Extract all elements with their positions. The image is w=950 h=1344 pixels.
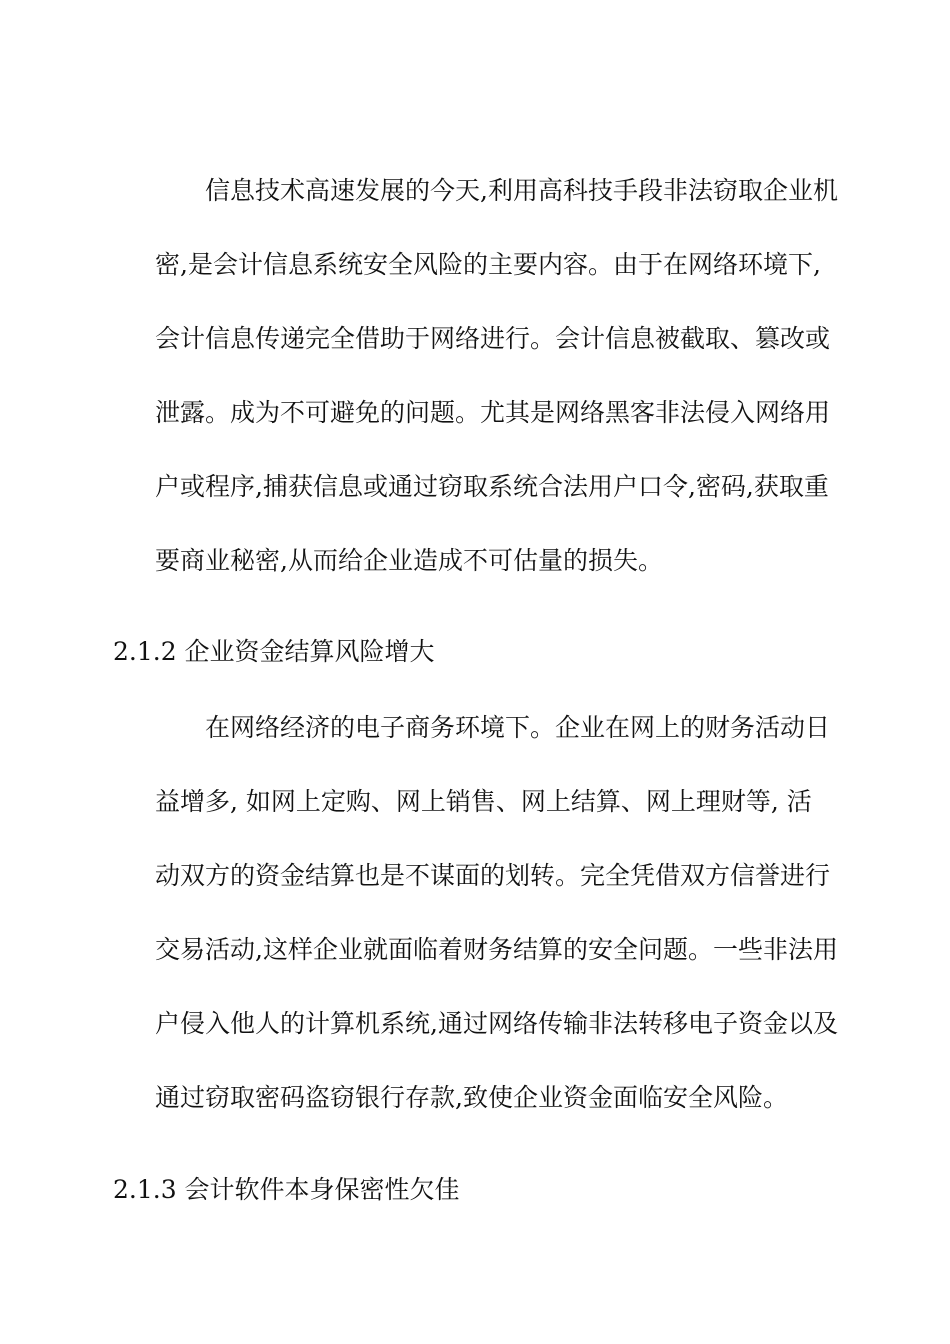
paragraph-line: 动双方的资金结算也是不谋面的划转。完全凭借双方信誉进行 (155, 861, 831, 890)
paragraph-line: 要商业秘密,从而给企业造成不可估量的损失。 (155, 546, 663, 575)
paragraph-line: 户或程序,捕获信息或通过窃取系统合法用户口令,密码,获取重 (155, 472, 829, 501)
paragraph-line: 泄露。成为不可避免的问题。尤其是网络黑客非法侵入网络用 (155, 398, 831, 427)
paragraph-line: 在网络经济的电子商务环境下。企业在网上的财务活动日 (205, 713, 831, 742)
paragraph-line: 通过窃取密码盗窃银行存款,致使企业资金面临安全风险。 (155, 1083, 788, 1112)
paragraph-line: 益增多, 如网上定购、网上销售、网上结算、网上理财等, 活 (155, 787, 812, 816)
paragraph-line: 会计信息传递完全借助于网络进行。会计信息被截取、篡改或 (155, 324, 831, 353)
paragraph-line: 户侵入他人的计算机系统,通过网络传输非法转移电子资金以及 (155, 1009, 838, 1038)
paragraph-line: 密,是会计信息系统安全风险的主要内容。由于在网络环境下, (155, 250, 821, 279)
section-heading-2-1-2: 2.1.2 企业资金结算风险增大 (113, 637, 435, 666)
paragraph-line: 信息技术高速发展的今天,利用高科技手段非法窃取企业机 (205, 176, 838, 205)
section-heading-2-1-3: 2.1.3 会计软件本身保密性欠佳 (113, 1175, 460, 1204)
paragraph-line: 交易活动,这样企业就面临着财务结算的安全问题。一些非法用 (155, 935, 838, 964)
